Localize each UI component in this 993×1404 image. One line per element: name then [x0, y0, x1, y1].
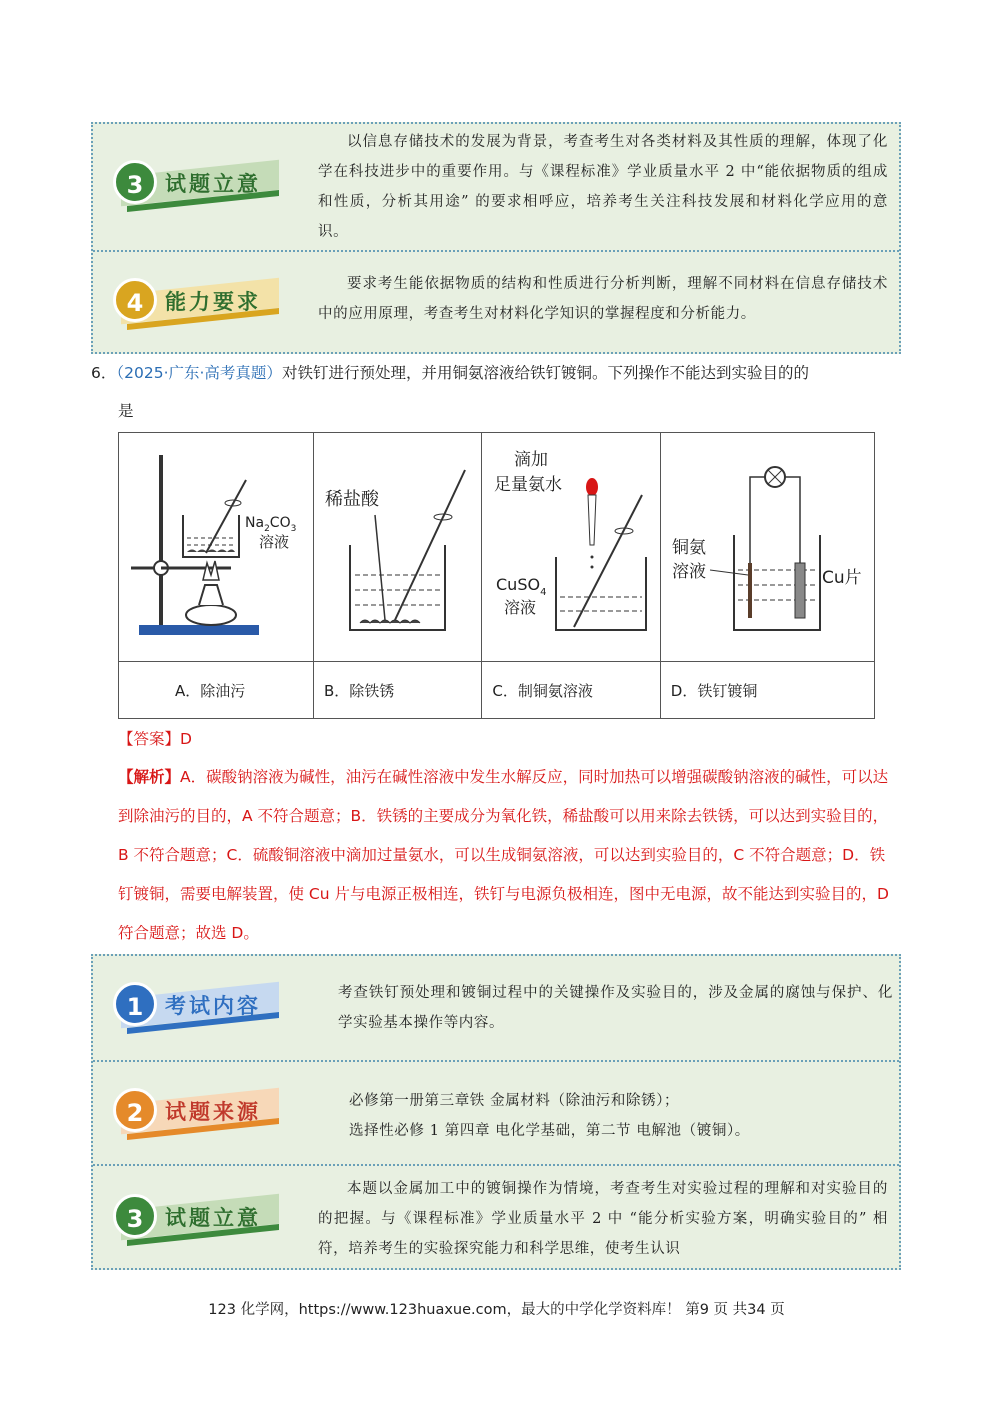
- svg-text:Cu片: Cu片: [822, 568, 863, 588]
- analysis-label: 【解析】: [118, 768, 181, 786]
- info-row-intent: [93, 124, 899, 250]
- page-footer: 123 化学网，https://www.123huaxue.com，最大的中学化学资料库！ 第9 页 共34 页: [208, 1302, 785, 1318]
- analysis-text: A．碳酸钠溶液为碱性，油污在碱性溶液中发生水解反应，同时加热可以增强碳酸钠溶液的碱性，可以达到除油污的目的，A 不符合题意；B．铁锈的主要成分为氧化铁，稀盐酸可以用来除去铁锈，可以达到实验目的，B 不符合题意；C．硫酸铜溶液中滴加过量氨水，可以生成铜氨溶液，可以达到实验目的，C 不符合题意；D．铁钉镀铜，需要电解装置，使 Cu 片与电源正极相连，铁钉与电源负极相连，图中无电源，故不能达到实验目的，D 符合题意；故选 D。: [118, 768, 889, 942]
- source-line-2: 选择性必修 1 第四章 电化学基础，第二节 电解池（镀铜）。: [349, 1123, 750, 1139]
- figure-d: [660, 433, 874, 662]
- figure-b: [314, 433, 482, 662]
- info-text: [349, 1086, 919, 1146]
- answer-line: [118, 720, 898, 759]
- bottom-info-panel: [91, 954, 901, 1270]
- badge-title: 能力要求: [165, 290, 261, 314]
- source-line-1: 必修第一册第三章铁 金属材料（除油污和除锈）；: [349, 1093, 680, 1109]
- badge-number: 3: [113, 160, 157, 204]
- info-row-content: [93, 956, 899, 1060]
- svg-text:Na2CO3: $Na_2CO_3$: [245, 515, 297, 534]
- info-text: 以信息存储技术的发展为背景，考查考生对各类材料及其性质的理解，体现了化学在科技进步中的重要作用。与《课程标准》学业质量水平 2 中“能依据物质的组成和性质，分析其用途” 的要求相呼应，培养考生关注科技发展和材料化学应用的意识。: [318, 134, 888, 240]
- info-row-ability: [93, 250, 899, 356]
- apparatus-heating-icon: [121, 435, 311, 655]
- info-row-source: [93, 1060, 899, 1166]
- badge-number: 1: [113, 982, 157, 1026]
- svg-text:溶液: 溶液: [672, 562, 707, 582]
- question-source: （2025·广东·高考真题）: [116, 364, 282, 382]
- answer-label: 【答案】: [118, 730, 181, 748]
- badge-number: 4: [113, 278, 157, 322]
- apparatus-acid-icon: [315, 435, 480, 655]
- badge-title: 试题立意: [165, 1206, 261, 1230]
- apparatus-plating-icon: [662, 435, 872, 655]
- badge-number: 2: [113, 1088, 157, 1132]
- question-number: 6．: [91, 364, 117, 382]
- question-text-cont: 是: [118, 402, 134, 420]
- badge-source: [113, 1082, 283, 1144]
- option-d: D．铁钉镀铜: [660, 662, 874, 719]
- answer-value: D: [180, 730, 192, 748]
- svg-text:CuSO4: CuSO$_4$: [495, 575, 547, 598]
- question-stem: [91, 355, 903, 391]
- question-text: 对铁钉进行预处理，并用铜氨溶液给铁钉镀铜。下列操作不能达到实验目的的: [281, 364, 809, 382]
- badge-intent-2: [113, 1188, 283, 1250]
- badge-title: 试题来源: [165, 1100, 261, 1124]
- info-row-intent-2: [93, 1164, 899, 1272]
- svg-text:滴加: 滴加: [513, 450, 548, 470]
- badge-content: [113, 976, 283, 1038]
- option-a: A．除油污: [119, 662, 314, 719]
- svg-text:足量氨水: 足量氨水: [493, 475, 562, 495]
- badge-title: 考试内容: [165, 994, 261, 1018]
- badge-ability: [113, 272, 283, 334]
- info-text: 考查铁钉预处理和镀铜过程中的关键操作及实验目的，涉及金属的腐蚀与保护、化学实验基本操作等内容。: [338, 985, 893, 1031]
- figure-a: [119, 433, 314, 662]
- info-text: 本题以金属加工中的镀铜操作为情境，考查考生对实验过程的理解和对实验目的的把握。与《课程标准》学业质量水平 2 中 “能分析实验方案，明确实验目的” 相符，培养考生的实验探究能力和科学思维，使考生认识: [318, 1181, 888, 1257]
- svg-text:溶液: 溶液: [503, 598, 536, 617]
- figure-c: [482, 433, 660, 662]
- option-b: B．除铁锈: [314, 662, 482, 719]
- svg-text:溶液: 溶液: [259, 533, 290, 551]
- badge-number: 3: [113, 1194, 157, 1238]
- badge-title: 试题立意: [165, 172, 261, 196]
- question-stem-cont: [118, 393, 930, 429]
- options-table: [118, 432, 875, 719]
- svg-text:稀盐酸: 稀盐酸: [325, 489, 380, 510]
- apparatus-ammonia-icon: [484, 435, 659, 655]
- info-text: 要求考生能依据物质的结构和性质进行分析判断，理解不同材料在信息存储技术中的应用原理，考查考生对材料化学知识的掌握程度和分析能力。: [318, 276, 888, 322]
- top-info-panel: [91, 122, 901, 354]
- option-c: C．制铜氨溶液: [482, 662, 660, 719]
- analysis-block: [118, 758, 898, 953]
- svg-text:铜氨: 铜氨: [672, 538, 707, 558]
- badge-intent: [113, 154, 283, 216]
